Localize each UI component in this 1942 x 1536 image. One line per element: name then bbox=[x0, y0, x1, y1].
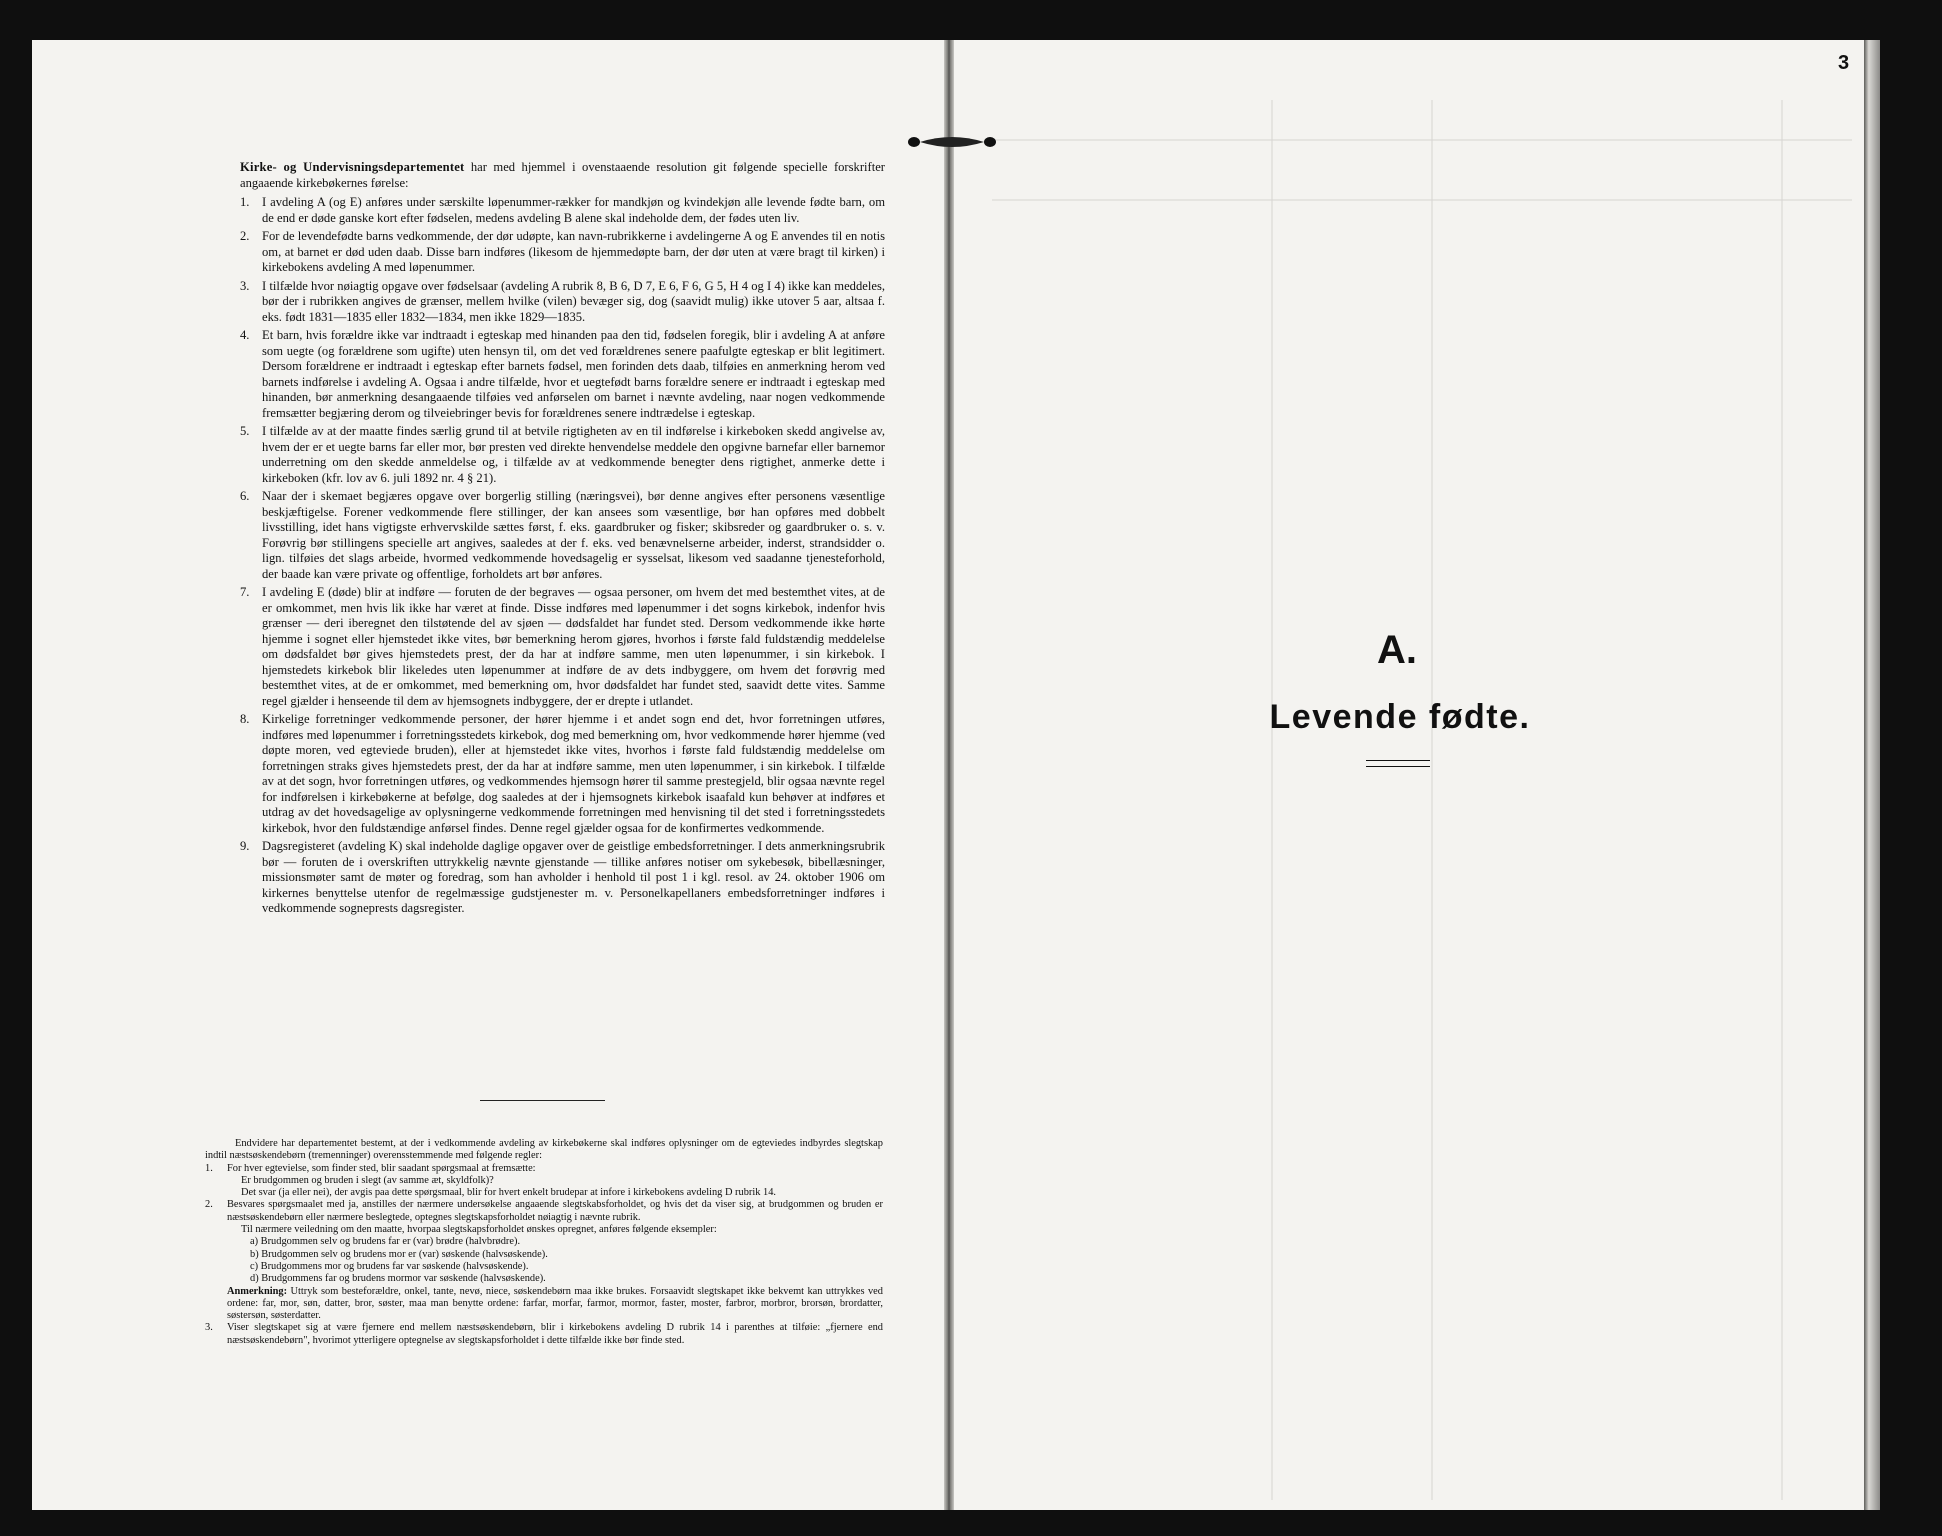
page-edge bbox=[1864, 40, 1880, 1510]
section-divider bbox=[480, 1100, 605, 1101]
regulation-item bbox=[240, 839, 885, 917]
section-title: Levende fødte. bbox=[1269, 698, 1531, 736]
regulation-item bbox=[240, 712, 885, 836]
bleed-through-ruling bbox=[952, 40, 1864, 1510]
example-line: c) Brudgommens mor og brudens far var søskende (halvsøskende). bbox=[250, 1260, 529, 1272]
addendum-rule bbox=[205, 1322, 883, 1347]
item-text: Dagsregisteret (avdeling K) skal indeholde daglige opgaver over de geistlige embedsforretninger. I dets anmerkningsrubrik bør — foruten de i overskriften uttrykkelig nævnte gjenstande — tillike anføres notiser om sykebesøk, bibellæsninger, missionsmøter samt de møter og foredrag, som han avholder i henhold til post 1 i kgl. resol. av 24. oktober 1906 om kirkernes benyttelse utenfor de regelmæssige gudstjenester m. v. Personelkapellaners embedsforretninger indføres i vedkommende sogneprests dagsregister. bbox=[262, 839, 885, 915]
note-text: Uttryk som besteforældre, onkel, tante, nevø, niece, søskendebørn maa ikke brukes. Forsaavidt slegtskapet ikke bekvemt kan uttrykkes ved ordene: far, mor, søn, datter, bror, søster, maa man benytte ordene: farfar, morfar, farmor, mormor, faster, moster, farbror, morbror, brorsøn, brordatter, søstersøn, søsterdatter. bbox=[227, 1285, 883, 1322]
rule-text: Viser slegtskapet sig at være fjernere end mellem næstsøskendebørn, blir i kirkebokens avdeling D rubrik 14 i parenthes at tilføie: „fjernere end næstsøskendebørn", hvorimot ytterligere optegnelse av slegtskapsforholdet i dette tilfælde ikke bør finde sted. bbox=[227, 1322, 883, 1346]
item-number: 3. bbox=[240, 278, 250, 293]
intro-lead: Kirke- og Undervisningsdepartementet bbox=[240, 160, 465, 174]
item-text: I avdeling A (og E) anføres under særskilte løpenummer-rækker for mandkjøn og kvindekjøn alle levende fødte barn, om de end er døde ganske kort efter fødselen, medens avdeling B alene skal indeholde dem, der fødes uten liv. bbox=[262, 195, 885, 225]
item-text: Et barn, hvis forældre ikke var indtraadt i egteskap med hinanden paa den tid, fødselen foregik, blir i avdeling A at anføre som uegte (og forældrene som ugifte) uten hensyn til, om det ved forældrenes senere paafulgte egteskap er blit legitimert. Dersom forældrene er indtraadt i egteskap efter barnets fødsel, men forinden dets daab, tilføies en anmerkning herom ved barnets indførelse i avdeling A. Ogsaa i andre tilfælde, hvor et uegtefødt barns forældre senere er indtraadt i egteskap med hinanden, bør anmerkning desangaaende tilføies ved anførselen om barnet i nævnte avdeling, naar nogen vedkommende fremsætter begjæring derom og tilveiebringer bevis for forældrenes senere indtrædelse i egteskap. bbox=[262, 328, 885, 420]
item-number: 7. bbox=[240, 585, 250, 599]
item-number: 6. bbox=[240, 489, 250, 503]
example-line: b) Brudgommen selv og brudens mor er (var) søskende (halvsøskende). bbox=[250, 1248, 548, 1260]
rule-number: 3. bbox=[205, 1322, 213, 1334]
addendum-text bbox=[205, 1138, 883, 1347]
regulation-item bbox=[240, 328, 885, 421]
intro-rest: har med hjemmel i ovenstaaende resolution git følgende specielle forskrifter angaaende kirkebøkernes førelse: bbox=[240, 160, 885, 190]
regulation-item bbox=[240, 424, 885, 486]
regulation-item bbox=[240, 489, 885, 582]
addendum-intro: Endvidere har departementet bestemt, at der i vedkommende avdeling av kirkebøkerne skal indføres oplysninger om de egteviedes indbyrdes slegtskap indtil næstsøskendebørn (tremenninger) overensstemmende med følgende regler: bbox=[205, 1138, 883, 1162]
regulation-item bbox=[240, 229, 885, 276]
item-number: 1. bbox=[240, 195, 250, 209]
item-text: I avdeling E (døde) blir at indføre — foruten de der begraves — ogsaa personer, om hvem det med bestemthet vites, at de er omkommet, men hvis lik ikke har været at finde. Disse indføres med løpenummer i det sogns kirkebok, indenfor hvis grænser — deri iberegnet den tilstøtende del av sjøen — dødsfaldet har fundet sted. Dersom vedkommende ikke hørte hjemme i sognet eller hjemstedet ikke vites, bør bemerkning herom gjøres, hvorhos i første fald fuldstændig meddelelse om dødsfaldet bør gives hjemstedets prest, der da har at indføre samme, men uten løpenummer, i sin kirkebok. I hjemstedets kirkebok blir likeledes uten løpenummer at indføre de av dets indbyggere, om hvem det forøvrig med bestemthet vites, at de er omkommet, med bemerkning om, hvor dødsfaldet har fundet sted, saavidt dette vites. Samme regel gjælder i henseende til dem av hjemsognets indbyggere, der er drepte i utlandet. bbox=[262, 585, 885, 708]
regulation-item bbox=[240, 585, 885, 709]
item-text: Naar der i skemaet begjæres opgave over borgerlig stilling (næringsvei), bør denne angives efter personens væsentlige beskjæftigelse. Forener vedkommende flere stillinger, der kan ansees som væsentlige, bør han opføres med dobbelt livsstilling, idet hans vigtigste erhvervskilde sættes først, f. eks. gaardbruker og fisker; skibsreder og gaardbruker o. s. v. Forøvrig bør stillingens specielle art angives, saaledes at der f. eks. ved benævnelserne arbeider, inderst, strandsidder o. lign. tilføies det slags arbeide, hvormed vedkommende hovedsagelig er sysselsat, likesom ved saadanne tjenesteforhold, der baade kan være private og offentlige, forholdets art bør anføres. bbox=[262, 489, 885, 581]
regulation-item bbox=[240, 195, 885, 226]
addendum-rule bbox=[205, 1163, 883, 1175]
item-number: 9. bbox=[240, 839, 250, 853]
note-paragraph bbox=[205, 1286, 883, 1323]
title-double-rule bbox=[1366, 760, 1430, 767]
item-number: 4. bbox=[240, 328, 250, 342]
rule-text: For hver egtevielse, som finder sted, blir saadant spørgsmaal at fremsætte: bbox=[227, 1162, 536, 1174]
item-text: I tilfælde av at der maatte findes særlig grund til at betvile rigtigheten av en til indførelse i kirkeboken skedd angivelse av, hvem der er et uegte barns far eller mor, bør presten ved direkte henvendelse meddele den opgivne barnefar eller barnemor underretning om den skedde anmeldelse og, i tilfælde av at vedkommende benegter dens rigtighet, anmerke dette i kirkeboken (kfr. lov av 6. juli 1892 nr. 4 § 21). bbox=[262, 424, 885, 485]
example-line: d) Brudgommens far og brudens mormor var søskende (halvsøskende). bbox=[250, 1273, 546, 1285]
regulations-text bbox=[240, 160, 885, 920]
regulation-list bbox=[240, 195, 885, 917]
item-number: 5. bbox=[240, 424, 250, 438]
rule-answer: Det svar (ja eller nei), der avgis paa dette spørgsmaal, blir for hvert enkelt brudepar at infore i kirkebokens avdeling D rubrik 14. bbox=[241, 1187, 777, 1199]
rule-text: Besvares spørgsmaalet med ja, anstilles der nærmere undersøkelse angaaende slegtskabsforholdet, og hvis det da viser sig, at brudgommen og bruden er næstsøskendebørn eller nærmere beslegtede, optegnes slegtskapsforholdet nøiagtig i nævnte rubrik. bbox=[227, 1199, 883, 1223]
rule-number: 2. bbox=[205, 1199, 213, 1211]
example-line: a) Brudgommen selv og brudens far er (var) brødre (halvbrødre). bbox=[250, 1236, 521, 1248]
item-number: 8. bbox=[240, 712, 250, 726]
note-label: Anmerkning: bbox=[227, 1285, 288, 1297]
rule-guidance: Til nærmere veiledning om den maatte, hvorpaa slegtskapsforholdet ønskes opregnet, anføres følgende eksempler: bbox=[241, 1224, 717, 1236]
rule-question: Er brudgommen og bruden i slegt (av samme æt, skyldfolk)? bbox=[241, 1174, 494, 1186]
item-number: 2. bbox=[240, 229, 250, 243]
binding-clip-icon bbox=[902, 130, 1002, 154]
item-text: I tilfælde hvor nøiagtig opgave over fødselsaar (avdeling A rubrik 8, B 6, D 7, E 6, F 6, G 5, H 4 og I 4) ikke kan meddeles, bør der i rubrikken angives de grænser, mellem hvilke (vilen) bevæger sig, dog (saavidt mulig) ikke utover 5 aar, altsaa f. eks. født 1831—1835 eller 1832—1834, men ikke 1829—1835. bbox=[262, 278, 885, 324]
item-text: Kirkelige forretninger vedkommende personer, der hører hjemme i et andet sogn end det, hvor forretningen utføres, indføres med løpenummer i forretningsstedets kirkebok, dog med bemerkning om, hvor vedkommende hører hjemme (ved døpte moren, ved egteviede bruden), eller at hjemstedet ikke vites, hvorhos i første fald fuldstændig meddelelse om forretningen straks gives hjemstedets prest, der da har at indføre samme, men uten løpenummer, i sin kirkebok. I tilfælde av at det sogn, hvor forretningen utføres, og vedkommendes hjemsogn hører til samme prestegjeld, blir ogsaa nævnte regel for indførelsen i kirkebøkerne at befølge, dog saaledes at der i hjemsognets kirkebok isaafald kun behøver at indføres et utdrag av det hovedsagelige av oplysningerne vedkommende forretningen med henvisning til det sted i forretningsstedets kirkebok, hvor den fuldstændige anførsel findes. Denne regel gjælder ogsaa for de konfirmertes vedkommende. bbox=[262, 712, 885, 835]
item-text: For de levendefødte barns vedkommende, der dør udøpte, kan navn-rubrikkerne i avdelingerne A og E anvendes til en notis om, at barnet er død uden daab. Disse barn indføres (likesom de hjemmedøpte barn, der dør uten at være bragt til kirken) i kirkebokens avdeling A med løpenummer. bbox=[262, 229, 885, 274]
page-number: 3 bbox=[1838, 52, 1850, 74]
regulation-item bbox=[240, 279, 885, 326]
rule-number: 1. bbox=[205, 1162, 213, 1174]
intro-paragraph bbox=[240, 160, 885, 191]
section-letter: A. bbox=[1377, 628, 1417, 672]
book-gutter bbox=[944, 40, 954, 1510]
addendum-rule bbox=[205, 1199, 883, 1224]
